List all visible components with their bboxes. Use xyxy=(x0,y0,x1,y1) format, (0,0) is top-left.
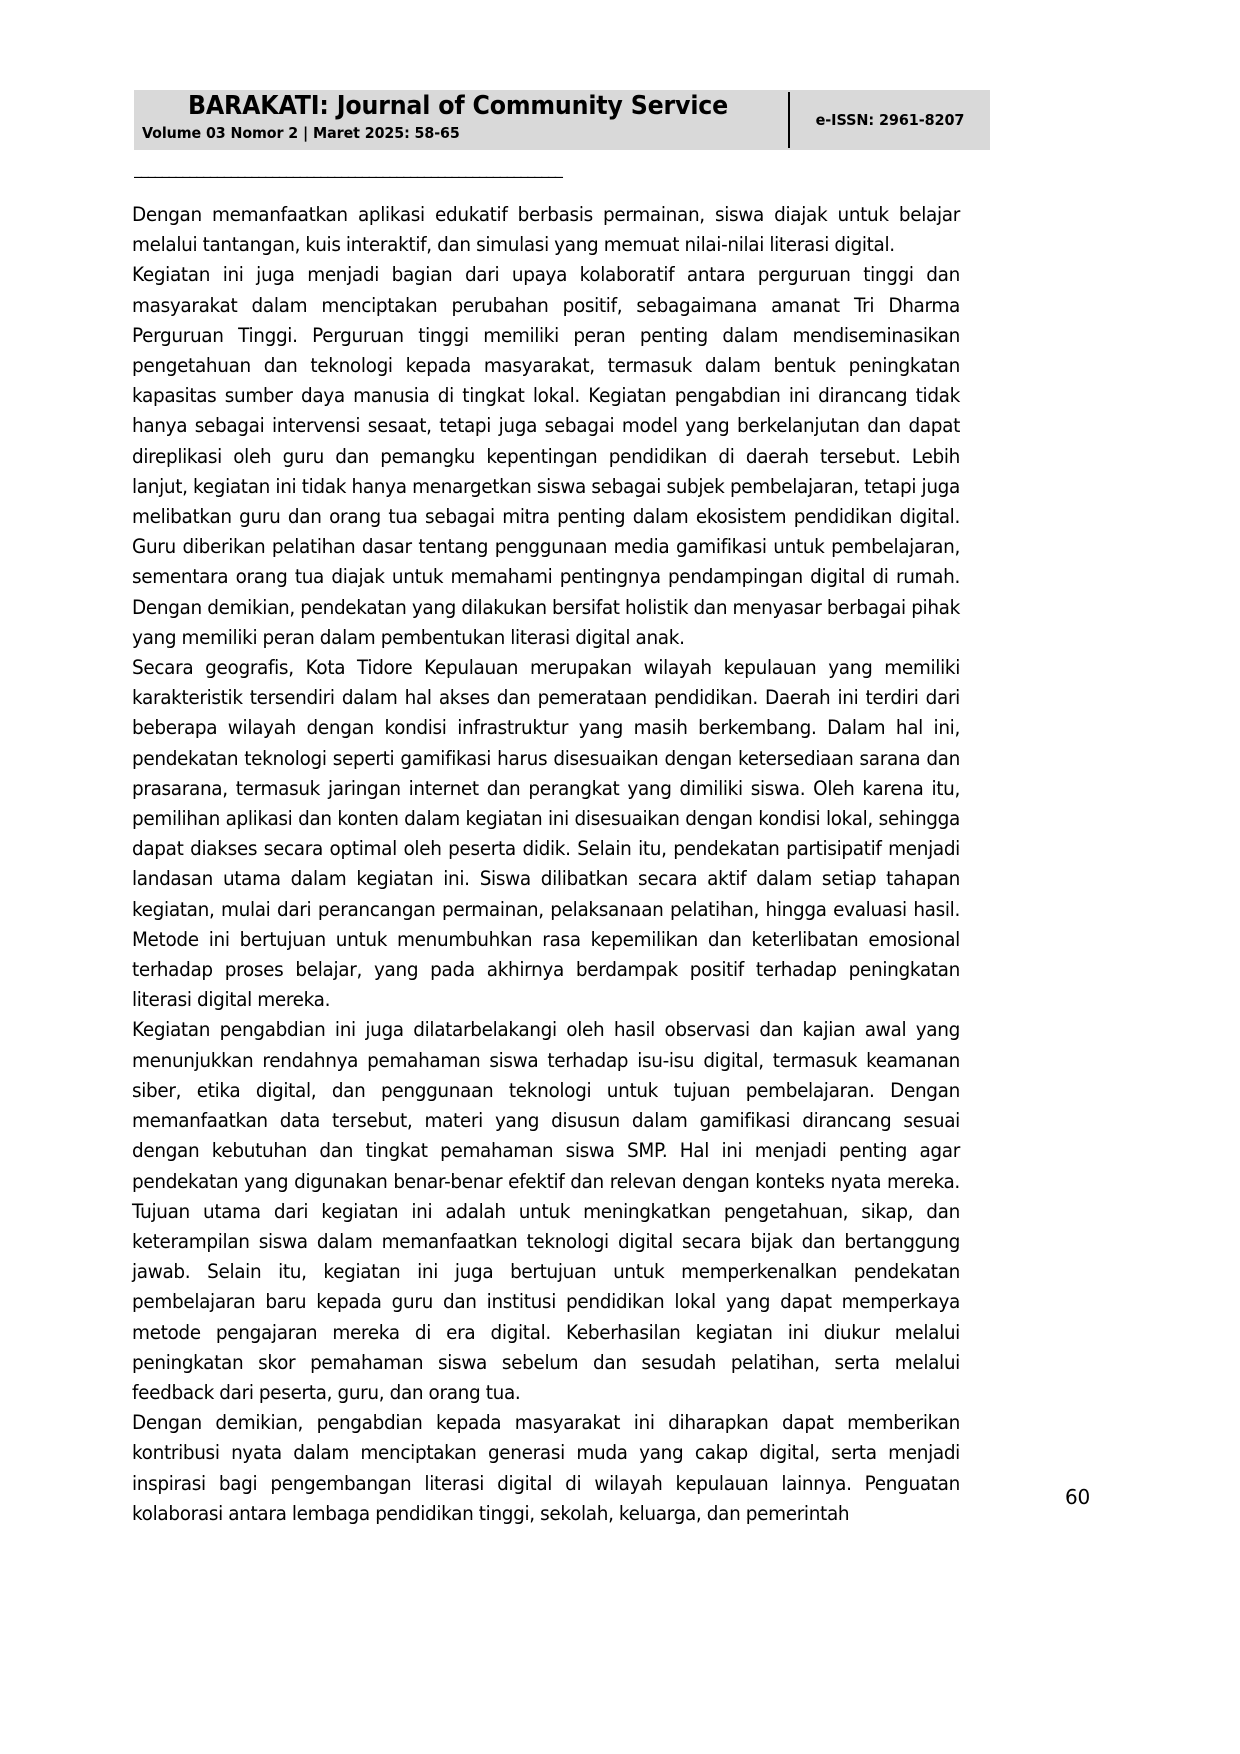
eissn-label: e-ISSN: 2961-8207 xyxy=(815,111,965,129)
journal-masthead xyxy=(134,90,990,150)
body-paragraph: Dengan demikian, pengabdian kepada masyarakat ini diharapkan dapat memberikan kontribusi nyata dalam menciptakan generasi muda yang cakap digital, serta menjadi inspirasi bagi pengembangan literasi digital di wilayah kepulauan lainnya. Penguatan kolaborasi antara lembaga pendidikan tinggi, sekolah, keluarga, dan pemerintah xyxy=(132,1411,960,1525)
header-horizontal-rule: ______________________________________________________________ xyxy=(134,160,562,178)
page-number: 60 xyxy=(1064,1485,1090,1509)
body-paragraph: Dengan memanfaatkan aplikasi edukatif berbasis permainan, siswa diajak untuk belajar melalui tantangan, kuis interaktif, dan simulasi yang memuat nilai-nilai literasi digital. xyxy=(132,203,960,257)
article-body xyxy=(132,200,990,1529)
masthead-left-block xyxy=(134,90,788,150)
body-paragraph: Kegiatan ini juga menjadi bagian dari upaya kolaboratif antara perguruan tinggi dan masyarakat dalam menciptakan perubahan positif, sebagaimana amanat Tri Dharma Perguruan Tinggi. Perguruan tinggi memiliki peran penting dalam mendiseminasikan pengetahuan dan teknologi kepada masyarakat, termasuk dalam bentuk peningkatan kapasitas sumber daya manusia di tingkat lokal. Kegiatan pengabdian ini dirancang tidak hanya sebagai intervensi sesaat, tetapi juga sebagai model yang berkelanjutan dan dapat direplikasi oleh guru dan pemangku kepentingan pendidikan di daerah tersebut. Lebih lanjut, kegiatan ini tidak hanya menargetkan siswa sebagai subjek pembelajaran, tetapi juga melibatkan guru dan orang tua sebagai mitra penting dalam ekosistem pendidikan digital. Guru diberikan pelatihan dasar tentang penggunaan media gamifikasi untuk pembelajaran, sementara orang tua diajak untuk memahami pentingnya pendampingan digital di rumah. Dengan demikian, pendekatan yang dilakukan bersifat holistik dan menyasar berbagai pihak yang memiliki peran dalam pembentukan literasi digital anak. xyxy=(132,263,960,649)
body-paragraph: Secara geografis, Kota Tidore Kepulauan merupakan wilayah kepulauan yang memiliki karakteristik tersendiri dalam hal akses dan pemerataan pendidikan. Daerah ini terdiri dari beberapa wilayah dengan kondisi infrastruktur yang masih berkembang. Dalam hal ini, pendekatan teknologi seperti gamifikasi harus disesuaikan dengan ketersediaan sarana dan prasarana, termasuk jaringan internet dan perangkat yang dimiliki siswa. Oleh karena itu, pemilihan aplikasi dan konten dalam kegiatan ini disesuaikan dengan kondisi lokal, sehingga dapat diakses secara optimal oleh peserta didik. Selain itu, pendekatan partisipatif menjadi landasan utama dalam kegiatan ini. Siswa dilibatkan secara aktif dalam setiap tahapan kegiatan, mulai dari perancangan permainan, pelaksanaan pelatihan, hingga evaluasi hasil. Metode ini bertujuan untuk menumbuhkan rasa kepemilikan dan keterlibatan emosional terhadap proses belajar, yang pada akhirnya berdampak positif terhadap peningkatan literasi digital mereka. xyxy=(132,656,960,1012)
body-paragraph: Kegiatan pengabdian ini juga dilatarbelakangi oleh hasil observasi dan kajian awal yang menunjukkan rendahnya pemahaman siswa terhadap isu-isu digital, termasuk keamanan siber, etika digital, dan penggunaan teknologi untuk tujuan pembelajaran. Dengan memanfaatkan data tersebut, materi yang disusun dalam gamifikasi dirancang sesuai dengan kebutuhan dan tingkat pemahaman siswa SMP. Hal ini menjadi penting agar pendekatan yang digunakan benar-benar efektif dan relevan dengan konteks nyata mereka. Tujuan utama dari kegiatan ini adalah untuk meningkatkan pengetahuan, sikap, dan keterampilan siswa dalam memanfaatkan teknologi digital secara bijak dan bertanggung jawab. Selain itu, kegiatan ini juga bertujuan untuk memperkenalkan pendekatan pembelajaran baru kepada guru dan institusi pendidikan lokal yang dapat memperkaya metode pengajaran mereka di era digital. Keberhasilan kegiatan ini diukur melalui peningkatan skor pemahaman siswa sebelum dan sesudah pelatihan, serta melalui feedback dari peserta, guru, dan orang tua. xyxy=(132,1018,960,1404)
masthead-right-block xyxy=(790,90,990,150)
journal-volume-line: Volume 03 Nomor 2 | Maret 2025: 58-65 xyxy=(142,124,460,142)
journal-title: BARAKATI: Journal of Community Service xyxy=(187,91,729,121)
